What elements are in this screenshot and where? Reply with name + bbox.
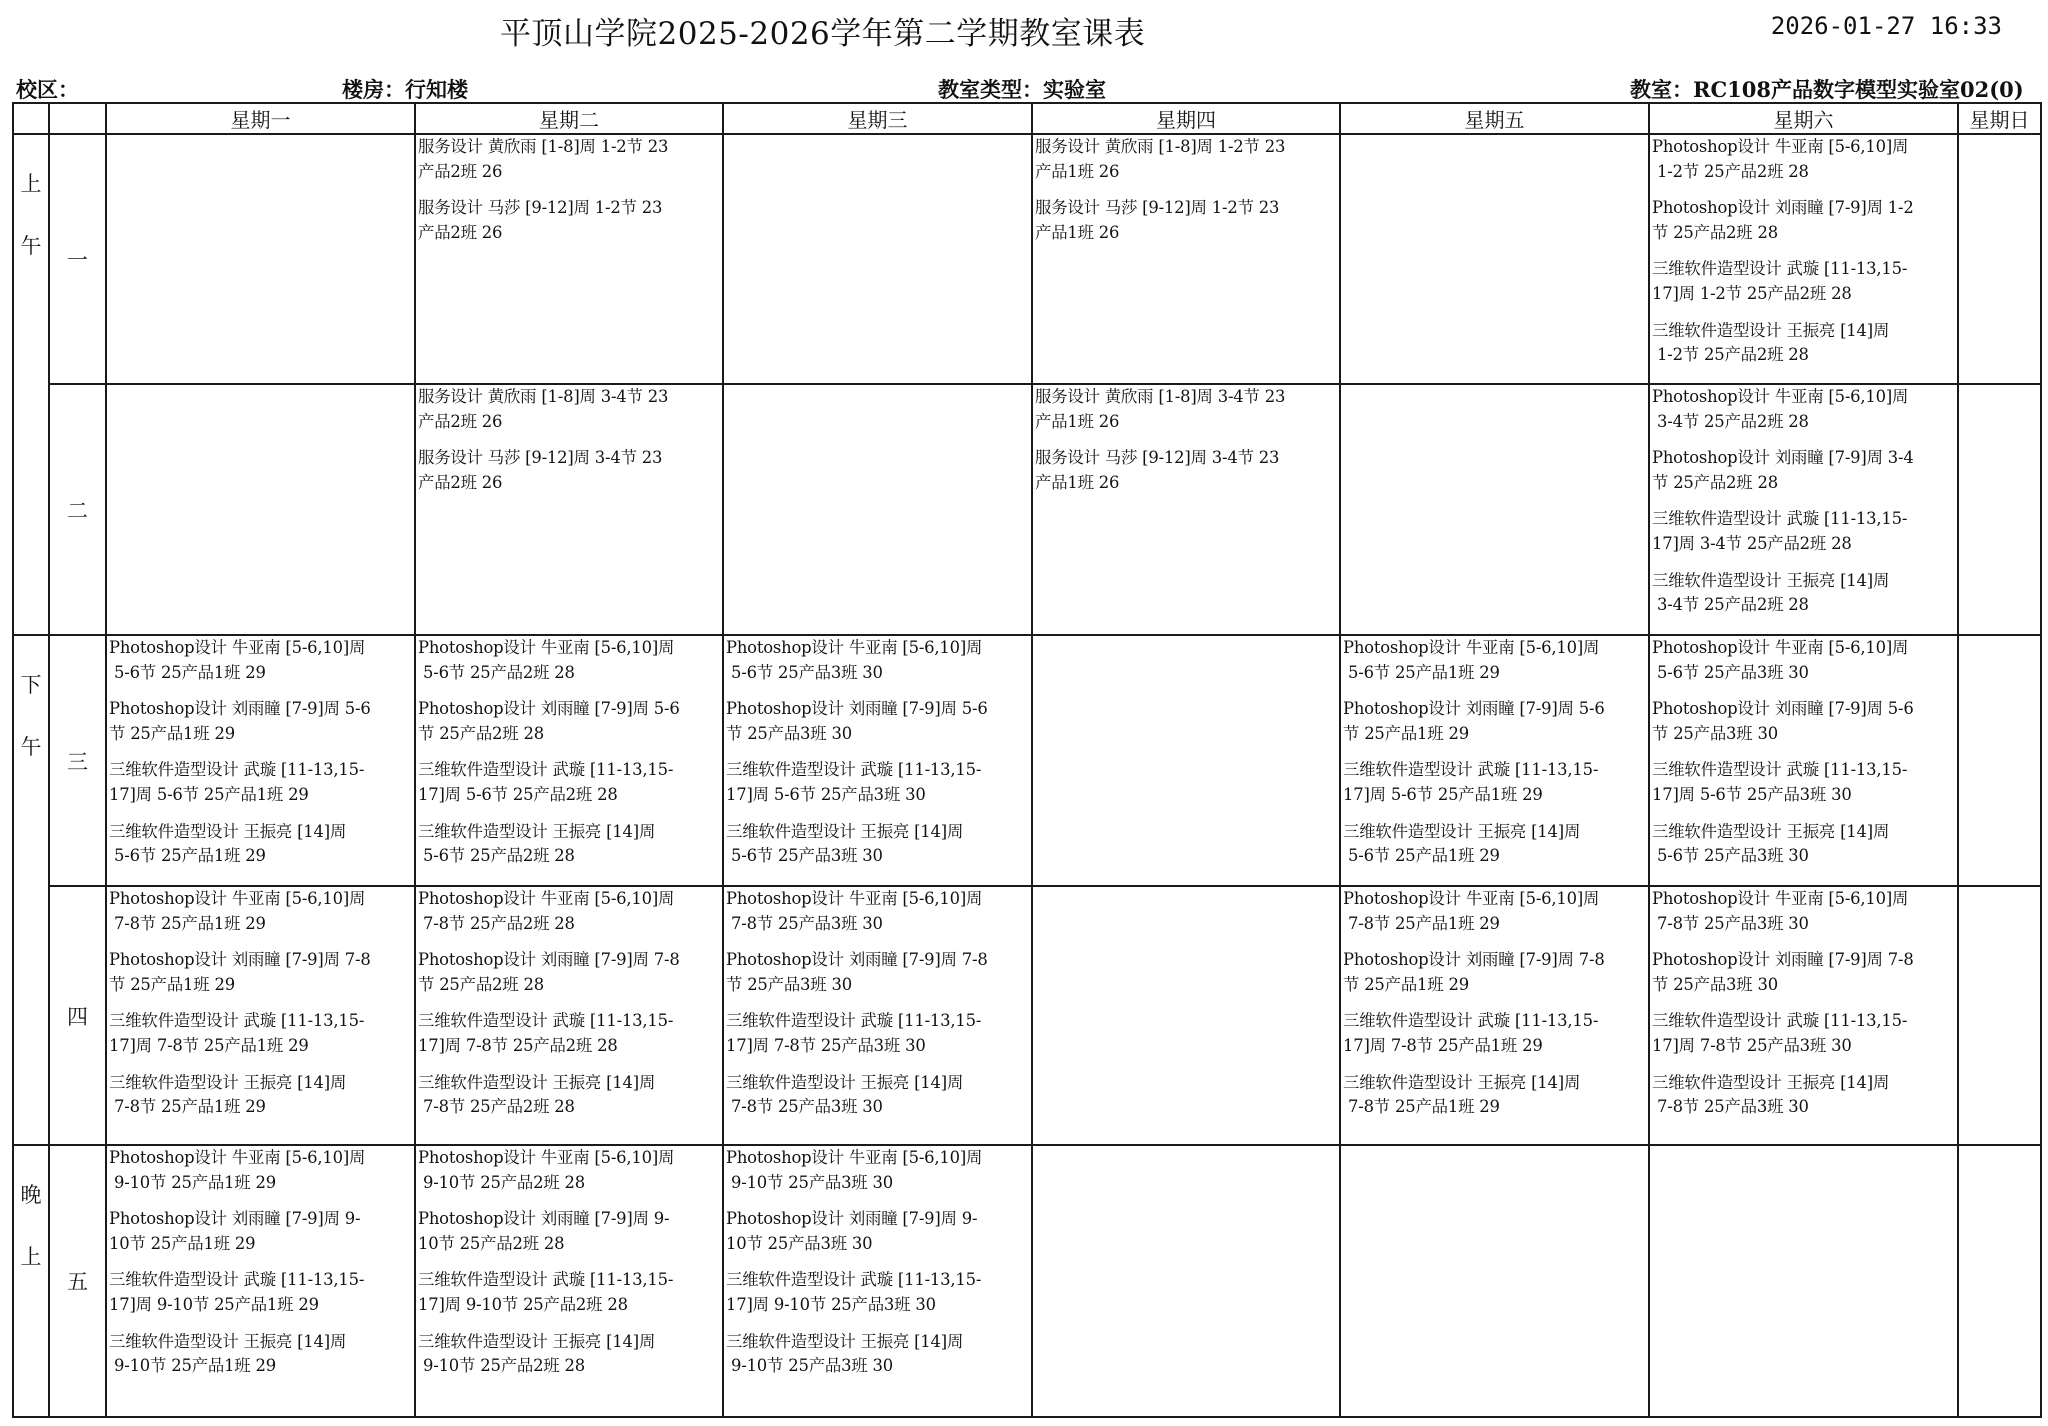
schedule-cell — [1032, 384, 1340, 635]
campus-label: 校区： — [16, 77, 79, 102]
course-entry: Photoshop设计 刘雨瞳 [7-9]周 5-6 节 25产品1班 29 — [1343, 699, 1605, 743]
schedule-cell — [1032, 886, 1340, 1145]
schedule-cell — [415, 886, 723, 1145]
course-entry: Photoshop设计 刘雨瞳 [7-9]周 5-6 节 25产品1班 29 — [109, 699, 371, 743]
course-entry: Photoshop设计 刘雨瞳 [7-9]周 5-6 节 25产品3班 30 — [726, 699, 988, 743]
day-header: 星期六 — [1649, 103, 1958, 134]
course-entry: 三维软件造型设计 王振亮 [14]周 7-8节 25产品3班 30 — [1652, 1072, 1890, 1117]
schedule-cell — [1340, 1145, 1649, 1417]
day-header: 星期五 — [1340, 103, 1649, 134]
course-entry: 三维软件造型设计 武璇 [11-13,15- 17]周 7-8节 25产品3班 30 — [1652, 1011, 1908, 1055]
building-label: 楼房：行知楼 — [342, 77, 468, 102]
schedule-cell — [1958, 1145, 2041, 1417]
course-entry: Photoshop设计 牛亚南 [5-6,10]周 7-8节 25产品3班 30 — [1652, 889, 1909, 933]
day-header: 星期四 — [1032, 103, 1340, 134]
course-entry: Photoshop设计 牛亚南 [5-6,10]周 7-8节 25产品1班 29 — [1343, 889, 1600, 933]
period-text: 下 午 — [20, 673, 42, 759]
schedule-cell — [1649, 1145, 1958, 1417]
course-entry: 服务设计 黄欣雨 [1-8]周 1-2节 23 产品1班 26 — [1035, 137, 1286, 181]
course-entry: 三维软件造型设计 王振亮 [14]周 7-8节 25产品2班 28 — [418, 1072, 656, 1117]
schedule-cell — [723, 384, 1032, 635]
corner-cell — [49, 103, 106, 134]
course-entry: 三维软件造型设计 武璇 [11-13,15- 17]周 7-8节 25产品3班 30 — [726, 1011, 982, 1055]
course-entry: Photoshop设计 刘雨瞳 [7-9]周 7-8 节 25产品3班 30 — [1652, 950, 1914, 994]
schedule-cell — [1958, 886, 2041, 1145]
period-label — [13, 134, 49, 635]
course-entry: 三维软件造型设计 王振亮 [14]周 5-6节 25产品1班 29 — [1343, 821, 1581, 866]
schedule-cell — [415, 1145, 723, 1417]
schedule-cell — [1958, 635, 2041, 886]
course-entry: 三维软件造型设计 王振亮 [14]周 7-8节 25产品1班 29 — [109, 1072, 347, 1117]
course-entry: Photoshop设计 牛亚南 [5-6,10]周 9-10节 25产品3班 30 — [726, 1148, 983, 1192]
schedule-cell — [106, 384, 415, 635]
timetable — [12, 102, 2042, 1418]
course-entry: Photoshop设计 刘雨瞳 [7-9]周 7-8 节 25产品3班 30 — [726, 950, 988, 994]
course-entry: 三维软件造型设计 王振亮 [14]周 9-10节 25产品2班 28 — [418, 1331, 656, 1376]
course-entry: 服务设计 马莎 [9-12]周 3-4节 23 产品1班 26 — [1035, 448, 1280, 492]
course-entry: Photoshop设计 牛亚南 [5-6,10]周 7-8节 25产品3班 30 — [726, 889, 983, 933]
schedule-cell — [1649, 384, 1958, 635]
course-entry: 三维软件造型设计 武璇 [11-13,15- 17]周 5-6节 25产品1班 29 — [1343, 760, 1599, 804]
slot-row — [13, 1145, 2041, 1417]
schedule-cell — [723, 886, 1032, 1145]
slot-label: 五 — [49, 1145, 106, 1417]
schedule-cell — [415, 134, 723, 384]
period-label — [13, 635, 49, 1145]
course-entry: 三维软件造型设计 王振亮 [14]周 7-8节 25产品3班 30 — [726, 1072, 964, 1117]
course-entry: Photoshop设计 牛亚南 [5-6,10]周 3-4节 25产品2班 28 — [1652, 387, 1909, 431]
slot-row — [13, 635, 2041, 886]
course-entry: Photoshop设计 刘雨瞳 [7-9]周 9- 10节 25产品1班 29 — [109, 1209, 361, 1253]
corner-cell — [13, 103, 49, 134]
course-entry: 三维软件造型设计 王振亮 [14]周 5-6节 25产品3班 30 — [1652, 821, 1890, 866]
period-label — [13, 1145, 49, 1417]
course-entry: 服务设计 马莎 [9-12]周 3-4节 23 产品2班 26 — [418, 448, 663, 492]
slot-label: 一 — [49, 134, 106, 384]
course-entry: 三维软件造型设计 武璇 [11-13,15- 17]周 1-2节 25产品2班 28 — [1652, 259, 1908, 303]
course-entry: Photoshop设计 牛亚南 [5-6,10]周 5-6节 25产品2班 28 — [418, 638, 675, 682]
schedule-cell — [1340, 134, 1649, 384]
schedule-cell — [415, 384, 723, 635]
course-entry: Photoshop设计 刘雨瞳 [7-9]周 3-4 节 25产品2班 28 — [1652, 448, 1914, 492]
schedule-cell — [1032, 1145, 1340, 1417]
schedule-cell — [1649, 886, 1958, 1145]
course-entry: 三维软件造型设计 武璇 [11-13,15- 17]周 5-6节 25产品2班 28 — [418, 760, 674, 804]
course-entry: 三维软件造型设计 武璇 [11-13,15- 17]周 3-4节 25产品2班 28 — [1652, 509, 1908, 553]
schedule-cell — [1340, 384, 1649, 635]
schedule-cell — [1649, 134, 1958, 384]
day-header: 星期三 — [723, 103, 1032, 134]
course-entry: 三维软件造型设计 武璇 [11-13,15- 17]周 5-6节 25产品3班 30 — [726, 760, 982, 804]
course-entry: Photoshop设计 牛亚南 [5-6,10]周 9-10节 25产品2班 28 — [418, 1148, 675, 1192]
schedule-cell — [1340, 886, 1649, 1145]
schedule-cell — [723, 635, 1032, 886]
course-entry: Photoshop设计 刘雨瞳 [7-9]周 7-8 节 25产品1班 29 — [1343, 950, 1605, 994]
course-entry: 三维软件造型设计 王振亮 [14]周 3-4节 25产品2班 28 — [1652, 570, 1890, 615]
slot-row — [13, 384, 2041, 635]
course-entry: 服务设计 马莎 [9-12]周 1-2节 23 产品2班 26 — [418, 198, 663, 242]
period-text: 上 午 — [20, 172, 42, 258]
course-entry: 三维软件造型设计 王振亮 [14]周 5-6节 25产品2班 28 — [418, 821, 656, 866]
schedule-cell — [106, 134, 415, 384]
slot-label: 二 — [49, 384, 106, 635]
course-entry: 三维软件造型设计 武璇 [11-13,15- 17]周 9-10节 25产品3班 30 — [726, 1270, 982, 1314]
course-entry: Photoshop设计 刘雨瞳 [7-9]周 9- 10节 25产品3班 30 — [726, 1209, 978, 1253]
course-entry: 三维软件造型设计 武璇 [11-13,15- 17]周 5-6节 25产品3班 30 — [1652, 760, 1908, 804]
slot-label: 四 — [49, 886, 106, 1145]
course-entry: Photoshop设计 牛亚南 [5-6,10]周 5-6节 25产品1班 29 — [1343, 638, 1600, 682]
slot-row — [13, 886, 2041, 1145]
schedule-cell — [106, 886, 415, 1145]
schedule-cell — [415, 635, 723, 886]
schedule-cell — [1958, 384, 2041, 635]
schedule-cell — [106, 1145, 415, 1417]
day-header: 星期一 — [106, 103, 415, 134]
course-entry: Photoshop设计 刘雨瞳 [7-9]周 1-2 节 25产品2班 28 — [1652, 198, 1914, 242]
course-entry: Photoshop设计 牛亚南 [5-6,10]周 5-6节 25产品3班 30 — [1652, 638, 1909, 682]
day-header: 星期日 — [1958, 103, 2041, 134]
course-entry: 三维软件造型设计 王振亮 [14]周 5-6节 25产品3班 30 — [726, 821, 964, 866]
schedule-cell — [1340, 635, 1649, 886]
schedule-cell — [1649, 635, 1958, 886]
course-entry: 服务设计 马莎 [9-12]周 1-2节 23 产品1班 26 — [1035, 198, 1280, 242]
course-entry: 三维软件造型设计 王振亮 [14]周 9-10节 25产品1班 29 — [109, 1331, 347, 1376]
course-entry: Photoshop设计 刘雨瞳 [7-9]周 9- 10节 25产品2班 28 — [418, 1209, 670, 1253]
course-entry: 三维软件造型设计 武璇 [11-13,15- 17]周 7-8节 25产品1班 29 — [1343, 1011, 1599, 1055]
course-entry: 三维软件造型设计 武璇 [11-13,15- 17]周 7-8节 25产品2班 28 — [418, 1011, 674, 1055]
schedule-cell — [723, 1145, 1032, 1417]
course-entry: 服务设计 黄欣雨 [1-8]周 3-4节 23 产品2班 26 — [418, 387, 669, 431]
course-entry: Photoshop设计 刘雨瞳 [7-9]周 7-8 节 25产品1班 29 — [109, 950, 371, 994]
day-header-row — [13, 103, 2041, 134]
course-entry: 三维软件造型设计 武璇 [11-13,15- 17]周 9-10节 25产品1班 29 — [109, 1270, 365, 1314]
course-entry: 三维软件造型设计 王振亮 [14]周 1-2节 25产品2班 28 — [1652, 320, 1890, 365]
course-entry: Photoshop设计 牛亚南 [5-6,10]周 7-8节 25产品2班 28 — [418, 889, 675, 933]
course-entry: 三维软件造型设计 王振亮 [14]周 7-8节 25产品1班 29 — [1343, 1072, 1581, 1117]
schedule-cell — [106, 635, 415, 886]
period-text: 晚 上 — [20, 1183, 42, 1269]
course-entry: Photoshop设计 刘雨瞳 [7-9]周 7-8 节 25产品2班 28 — [418, 950, 680, 994]
schedule-cell — [1032, 635, 1340, 886]
course-entry: 服务设计 黄欣雨 [1-8]周 3-4节 23 产品1班 26 — [1035, 387, 1286, 431]
room-label: 教室：RC108产品数字模型实验室02(0) — [1630, 77, 2024, 102]
course-entry: Photoshop设计 牛亚南 [5-6,10]周 9-10节 25产品1班 29 — [109, 1148, 366, 1192]
course-entry: Photoshop设计 牛亚南 [5-6,10]周 1-2节 25产品2班 28 — [1652, 137, 1909, 181]
course-entry: 三维软件造型设计 武璇 [11-13,15- 17]周 9-10节 25产品2班 28 — [418, 1270, 674, 1314]
course-entry: Photoshop设计 刘雨瞳 [7-9]周 5-6 节 25产品3班 30 — [1652, 699, 1914, 743]
course-entry: 三维软件造型设计 王振亮 [14]周 9-10节 25产品3班 30 — [726, 1331, 964, 1376]
day-header: 星期二 — [415, 103, 723, 134]
print-timestamp: 2026-01-27 16:33 — [1770, 12, 2002, 40]
course-entry: 三维软件造型设计 武璇 [11-13,15- 17]周 5-6节 25产品1班 29 — [109, 760, 365, 804]
course-entry: Photoshop设计 牛亚南 [5-6,10]周 7-8节 25产品1班 29 — [109, 889, 366, 933]
course-entry: 服务设计 黄欣雨 [1-8]周 1-2节 23 产品2班 26 — [418, 137, 669, 181]
course-entry: 三维软件造型设计 王振亮 [14]周 5-6节 25产品1班 29 — [109, 821, 347, 866]
course-entry: Photoshop设计 牛亚南 [5-6,10]周 5-6节 25产品1班 29 — [109, 638, 366, 682]
slot-label: 三 — [49, 635, 106, 886]
room-type-label: 教室类型：实验室 — [938, 77, 1106, 102]
page-title: 平顶山学院2025-2026学年第二学期教室课表 — [500, 16, 1146, 52]
schedule-cell — [723, 134, 1032, 384]
schedule-cell — [1032, 134, 1340, 384]
course-entry: 三维软件造型设计 武璇 [11-13,15- 17]周 7-8节 25产品1班 29 — [109, 1011, 365, 1055]
schedule-cell — [1958, 134, 2041, 384]
course-entry: Photoshop设计 牛亚南 [5-6,10]周 5-6节 25产品3班 30 — [726, 638, 983, 682]
course-entry: Photoshop设计 刘雨瞳 [7-9]周 5-6 节 25产品2班 28 — [418, 699, 680, 743]
slot-row — [13, 134, 2041, 384]
